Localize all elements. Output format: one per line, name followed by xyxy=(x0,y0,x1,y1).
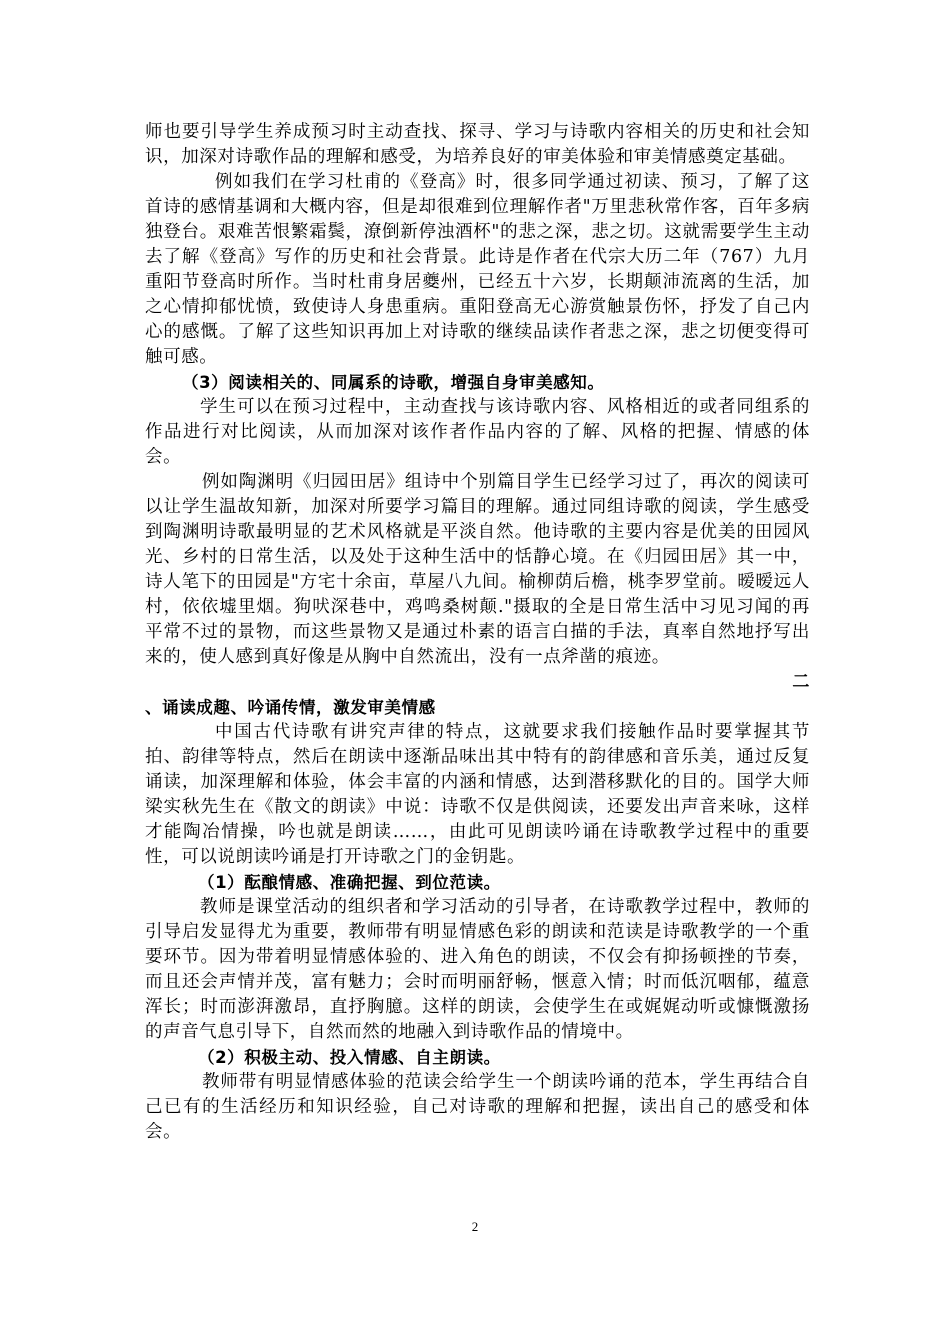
document-body xyxy=(145,120,810,1145)
section-number: 二 xyxy=(792,672,810,692)
paragraph-related-reading: 学生可以在预习过程中，主动查找与该诗歌内容、风格相近的或者同组系的作品进行对比阅读，从而加深对该作者作品内容的了解、风格的把握、情感的体会。 xyxy=(145,397,810,467)
paragraph-recitation-intro: 中国古代诗歌有讲究声律的特点，这就要求我们接触作品时要掌握其节拍、韵律等特点，然后在朗读中逐渐品味出其中特有的韵律感和音乐美，通过反复诵读，加深理解和体验，体会丰富的内涵和情感，达到潜移默化的目的。国学大师梁实秋先生在《散文的朗读》中说：诗歌不仅是供阅读，还要发出声音来咏，这样才能陶冶情操，吟也就是朗读……，由此可见朗读吟诵在诗歌教学过程中的重要性，可以说朗读吟诵是打开诗歌之门的金钥匙。 xyxy=(145,722,810,867)
paragraph-guiyuantianju-example: 例如陶渊明《归园田居》组诗中个别篇目学生已经学习过了，再次的阅读可以让学生温故知新，加深对所要学习篇目的理解。通过同组诗歌的阅读，学生感受到陶渊明诗歌最明显的艺术风格就是平淡自然。他诗歌的主要内容是优美的田园风光、乡村的日常生活，以及处于这种生活中的恬静心境。在《归园田居》其一中，诗人笔下的田园是"方宅十余亩，草屋八九间。榆柳荫后檐，桃李罗堂前。暧暧远人村，依依墟里烟。狗吠深巷中，鸡鸣桑树颠."摄取的全是日常生活中习见习闻的再平常不过的景物，而这些景物又是通过朴素的语言白描的手法，真率自然地抒写出来的，使人感到真好像是从胸中自然流出，没有一点斧凿的痕迹。 xyxy=(145,472,810,667)
section-title: 、诵读成趣、吟诵传情，激发审美情感 xyxy=(145,698,436,717)
paragraph-continuation: 师也要引导学生养成预习时主动查找、探寻、学习与诗歌内容相关的历史和社会知识，加深对诗歌作品的理解和感受，为培养良好的审美体验和审美情感奠定基础。 xyxy=(145,122,810,167)
subheading-2: （2）积极主动、投入情感、自主朗读。 xyxy=(198,1048,501,1067)
subheading-1: （1）酝酿情感、准确把握、到位范读。 xyxy=(198,873,501,892)
paragraph-denggao-example: 例如我们在学习杜甫的《登高》时，很多同学通过初读、预习，了解了这首诗的感情基调和大概内容，但是却很难到位理解作者"万里悲秋常作客，百年多病独登台。艰难苦恨繁霜鬓，潦倒新停浊酒杯"的悲之深，悲之切。这就需要学生主动去了解《登高》写作的历史和社会背景。此诗是作者在代宗大历二年（767）九月重阳节登高时所作。当时杜甫身居夔州，已经五十六岁，长期颠沛流离的生活，加之心情抑郁忧愤，致使诗人身患重病。重阳登高无心游赏触景伤怀，抒发了自己内心的感慨。了解了这些知识再加上对诗歌的继续品读作者悲之深，悲之切便变得可触可感。 xyxy=(145,172,810,367)
page-number: 2 xyxy=(471,1219,479,1234)
subheading-3: （3）阅读相关的、同属系的诗歌，增强自身审美感知。 xyxy=(182,373,605,392)
paragraph-student-reading: 教师带有明显情感体验的范读会给学生一个朗读吟诵的范本，学生再结合自己已有的生活经历和知识经验，自己对诗歌的理解和把握，读出自己的感受和体会。 xyxy=(145,1072,810,1142)
paragraph-teacher-reading: 教师是课堂活动的组织者和学习活动的引导者，在诗歌教学过程中，教师的引导启发显得尤为重要，教师带有明显情感色彩的朗读和范读是诗歌教学的一个重要环节。因为带着明显情感体验的、进入角色的朗读，不仅会有抑扬顿挫的节奏，而且还会声情并茂，富有魅力；会时而明丽舒畅，惬意入情；时而低沉咽郁，蕴意浑长；时而澎湃激昂，直抒胸臆。这样的朗读，会使学生在或娓娓动听或慷慨激扬的声音气息引导下，自然而然的地融入到诗歌作品的情境中。 xyxy=(145,897,810,1042)
